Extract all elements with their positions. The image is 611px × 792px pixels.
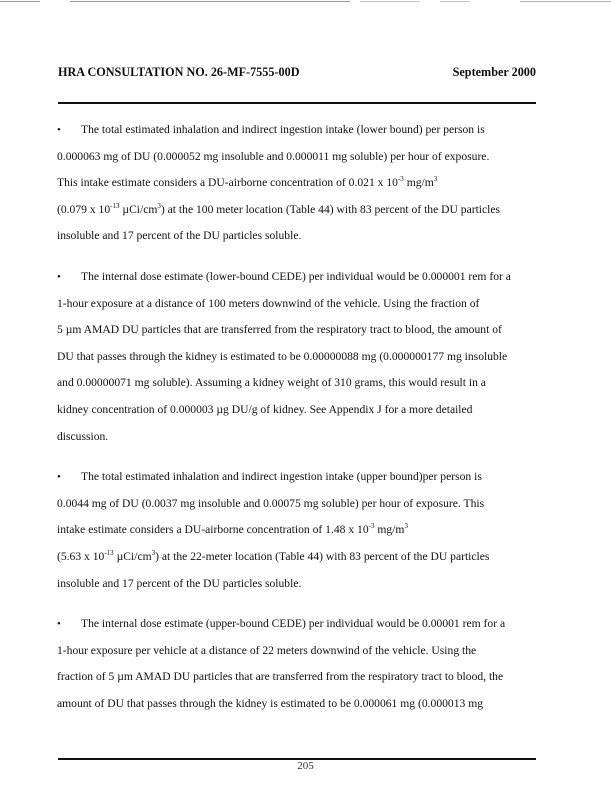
text-line: kidney concentration of 0.000003 µg DU/g of kidney. See Appendix J for a more detailed: [57, 402, 473, 416]
text-line: The total estimated inhalation and indirect ingestion intake (lower bound) per person is: [81, 123, 485, 136]
bullet-icon: •: [57, 270, 61, 283]
document-title: HRA CONSULTATION NO. 26-MF-7555-00D: [58, 65, 300, 79]
text-line: 1-hour exposure per vehicle at a distance of 22 meters downwind of the vehicle. Using the: [57, 643, 477, 657]
text-line: intake estimate considers a DU-airborne concentration of 1.48 x $10^{-3}$ $mg/m^3$: [57, 522, 408, 537]
text-line: DU that passes through the kidney is estimated to be 0.00000088 mg (0.000000177 mg insoluble: [57, 349, 508, 363]
text-line: 1-hour exposure at a distance of 100 meters downwind of the vehicle. Using the fraction of: [57, 296, 480, 310]
text-line: The total estimated inhalation and indirect ingestion intake (upper bound)per person is: [81, 470, 482, 484]
text-line: 0.000063 mg of DU (0.000052 mg insoluble and 0.000011 mg soluble) per hour of exposure.: [57, 149, 490, 163]
text-line: amount of DU that passes through the kidney is estimated to be 0.000061 mg (0.000013 mg: [57, 696, 484, 710]
bullet-paragraph-upper-bound-intake: [57, 464, 547, 597]
bullet-paragraph-lower-bound-dose: [57, 264, 547, 450]
document-date: September 2000: [452, 65, 536, 79]
text-line: fraction of 5 µm AMAD DU particles that are transferred from the respiratory tract to blood, the: [57, 670, 504, 684]
scan-artifact-top: [0, 0, 611, 3]
text-line: (5.63 x $10^{-13}$ µCi/$cm^3$) at the 22-meter location (Table 44) with 83 percent of the DU particles: [57, 548, 490, 563]
text-line: insoluble and 17 percent of the DU particles soluble.: [57, 229, 302, 243]
bullet-paragraph-lower-bound-intake: [57, 117, 547, 250]
header-rule: [58, 102, 536, 104]
text-line: This intake estimate considers a DU-airborne concentration of 0.021 x $10^{-3}$ $mg/m^3$: [57, 175, 438, 190]
bullet-icon: •: [57, 124, 61, 136]
text-line: insoluble and 17 percent of the DU particles soluble.: [57, 576, 302, 590]
text-line: and 0.00000071 mg soluble). Assuming a kidney weight of 310 grams, this would result in a: [57, 376, 486, 390]
page-number: 205: [297, 760, 314, 772]
text-line: The internal dose estimate (upper-bound CEDE) per individual would be 0.00001 rem for a: [81, 617, 506, 631]
document-body: [57, 117, 547, 731]
bullet-icon: •: [57, 471, 61, 484]
text-line: (0.079 x $10^{-13}$ µCi/$cm^3$) at the 100 meter location (Table 44) with 83 percent of the DU particles: [57, 201, 501, 216]
bullet-icon: •: [57, 618, 61, 631]
text-line: 0.0044 mg of DU (0.0037 mg insoluble and 0.00075 mg soluble) per hour of exposure. This: [57, 496, 485, 510]
page-header: [58, 65, 536, 80]
text-line: 5 µm AMAD DU particles that are transferred from the respiratory tract to blood, the amount of: [57, 323, 502, 337]
text-line: The internal dose estimate (lower-bound CEDE) per individual would be 0.000001 rem for a: [81, 269, 511, 283]
text-line: discussion.: [57, 429, 109, 443]
bullet-paragraph-upper-bound-dose: [57, 611, 547, 717]
